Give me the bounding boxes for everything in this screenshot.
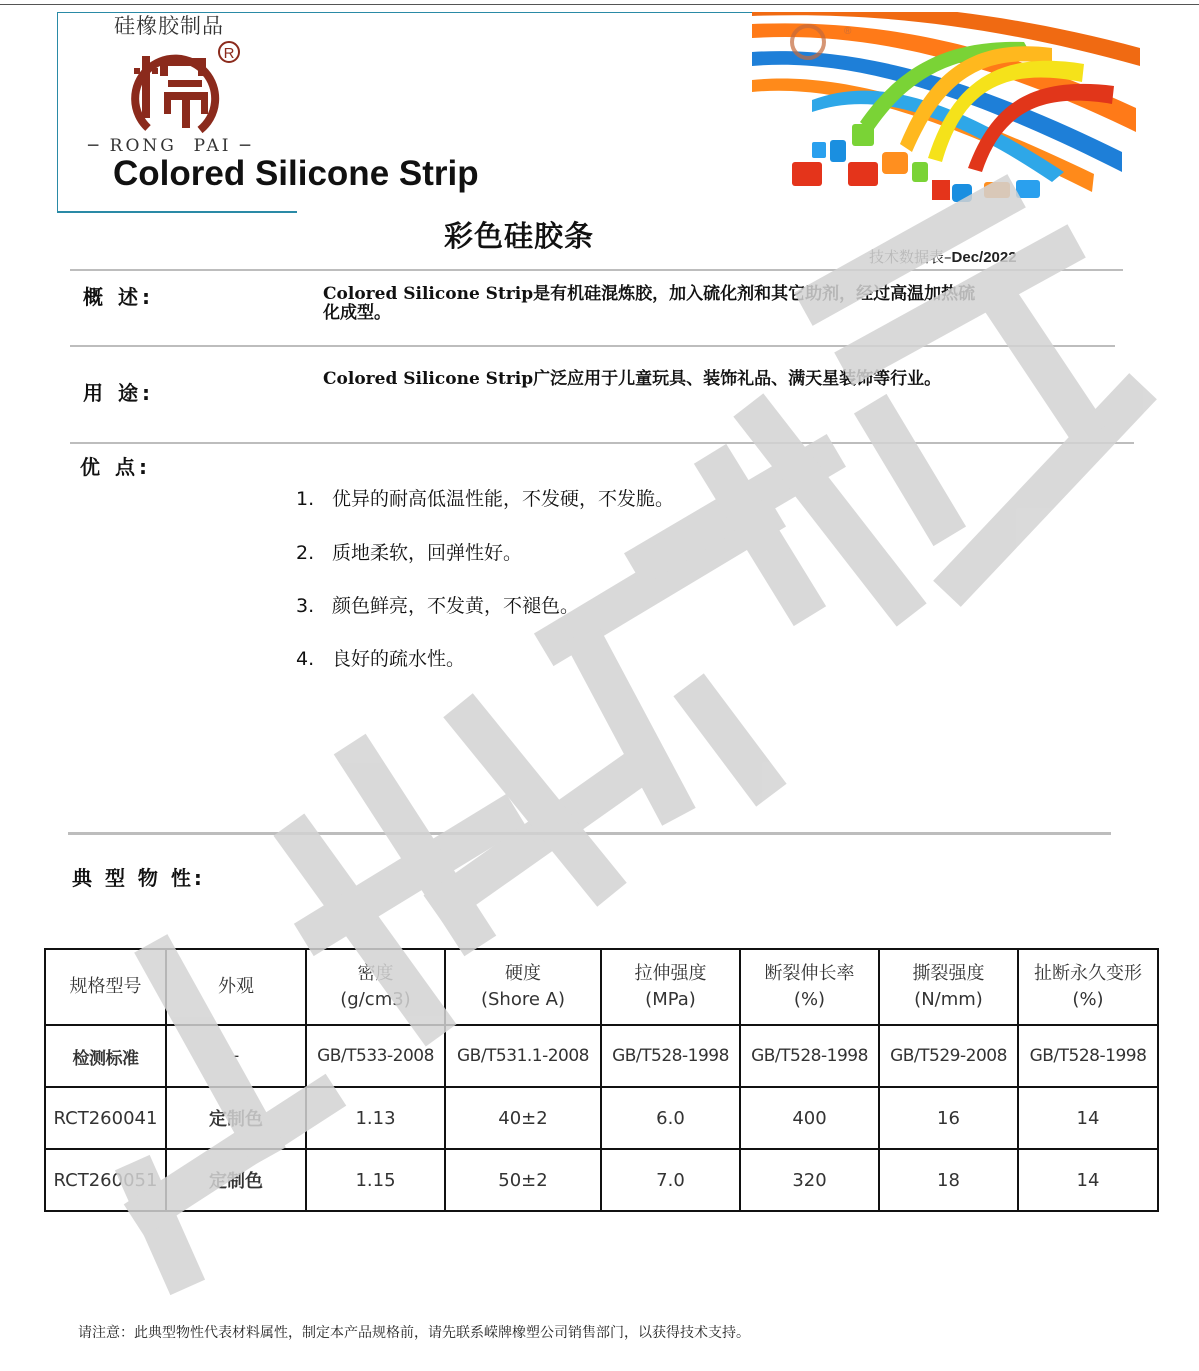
header-cell xyxy=(445,949,601,1025)
table-standards-row xyxy=(45,1025,1158,1087)
overview-line-1: Colored Silicone Strip是有机硅混炼胶，加入硫化剂和其它助剂，经过高温加热硫 xyxy=(323,284,976,304)
table-cell: GB/T533-2008 xyxy=(306,1025,445,1087)
header-label: 密度 xyxy=(357,963,394,984)
advantage-number: 2. xyxy=(296,542,315,564)
header-cell xyxy=(740,949,879,1025)
header-cell xyxy=(879,949,1018,1025)
table-cell: 320 xyxy=(740,1149,879,1211)
table-cell: 检测标准 xyxy=(45,1025,166,1087)
table-cell: GB/T531.1-2008 xyxy=(445,1025,601,1087)
header-label: 规格型号 xyxy=(69,976,142,997)
table-cell: RCT260051 xyxy=(45,1149,166,1211)
header-unit: (%) xyxy=(793,989,826,1010)
header-cell xyxy=(306,949,445,1025)
table-header-row xyxy=(45,949,1158,1025)
advantage-item xyxy=(296,484,674,511)
advantage-text: 质地柔软，回弹性好。 xyxy=(332,542,523,564)
header-cell xyxy=(45,949,166,1025)
advantage-item xyxy=(296,538,522,565)
logo-text: ─ RONG PAI ─ xyxy=(88,136,254,156)
product-title: Colored Silicone Strip xyxy=(113,154,479,193)
advantages-label: 优 点: xyxy=(80,455,151,479)
table-cell: 定制色 xyxy=(166,1149,306,1211)
datasheet-date-line xyxy=(869,246,1017,267)
header-unit: (N/mm) xyxy=(914,989,983,1010)
header-label: 拉伸强度 xyxy=(634,963,707,984)
table-cell: 14 xyxy=(1018,1087,1158,1149)
svg-text:®: ® xyxy=(844,26,852,37)
advantage-text: 良好的疏水性。 xyxy=(332,648,466,670)
usage-label: 用 途: xyxy=(83,381,154,405)
header-unit: (%) xyxy=(1072,989,1104,1010)
section-rule xyxy=(70,269,1123,271)
header-unit: (MPa) xyxy=(645,989,696,1010)
rongpai-logo xyxy=(112,38,244,138)
table-cell: - xyxy=(166,1025,306,1087)
table-cell: 400 xyxy=(740,1087,879,1149)
advantage-text: 颜色鲜亮，不发黄，不褪色。 xyxy=(332,595,580,617)
header-label: 扯断永久变形 xyxy=(1034,963,1142,984)
chinese-title: 彩色硅胶条 xyxy=(444,219,595,253)
table-cell: 定制色 xyxy=(166,1087,306,1149)
footnote: 请注意：此典型物性代表材料属性，制定本产品规格前，请先联系嵘牌橡塑公司销售部门，以获得技术支持。 xyxy=(78,1325,750,1341)
table-cell: 6.0 xyxy=(601,1087,740,1149)
section-rule xyxy=(70,345,1115,347)
table-cell: 18 xyxy=(879,1149,1018,1211)
properties-table xyxy=(44,948,1159,1212)
svg-text:R: R xyxy=(223,45,235,62)
header-label: 外观 xyxy=(218,976,254,997)
datasheet-date: Dec/2022 xyxy=(951,249,1017,266)
table-cell: 40±2 xyxy=(445,1087,601,1149)
top-rule xyxy=(0,4,1199,5)
table-cell: 50±2 xyxy=(445,1149,601,1211)
table-cell: 1.13 xyxy=(306,1087,445,1149)
header-cell xyxy=(166,949,306,1025)
header-label: 硬度 xyxy=(505,963,541,984)
silicone-strip-photo xyxy=(752,12,1140,246)
table-cell: GB/T528-1998 xyxy=(740,1025,879,1087)
header-unit: (Shore A) xyxy=(480,989,565,1010)
advantage-number: 4. xyxy=(296,648,315,670)
header-unit: (g/cm3) xyxy=(340,989,411,1010)
header-label: 撕裂强度 xyxy=(912,963,985,984)
header-label: 断裂伸长率 xyxy=(764,963,855,984)
table-cell: GB/T528-1998 xyxy=(601,1025,740,1087)
advantage-item xyxy=(296,644,465,671)
section-rule xyxy=(70,442,1134,444)
usage-text: Colored Silicone Strip广泛应用于儿童玩具、装饰礼品、满天星装饰等行业。 xyxy=(323,369,942,389)
header-frame-underline xyxy=(57,211,297,213)
registered-mark xyxy=(219,42,239,62)
advantage-number: 3. xyxy=(296,595,315,617)
table-row xyxy=(45,1149,1158,1211)
header-cell xyxy=(1018,949,1158,1025)
properties-label: 典 型 物 性: xyxy=(72,866,205,890)
table-cell: 1.15 xyxy=(306,1149,445,1211)
table-cell: 14 xyxy=(1018,1149,1158,1211)
datasheet-label: 技术数据表– xyxy=(869,248,952,266)
table-cell: 7.0 xyxy=(601,1149,740,1211)
header-cell xyxy=(601,949,740,1025)
table-cell: 16 xyxy=(879,1087,1018,1149)
overview-label: 概 述: xyxy=(83,285,154,309)
table-cell: GB/T528-1998 xyxy=(1018,1025,1158,1087)
overview-line-2: 化成型。 xyxy=(323,303,391,323)
table-cell: RCT260041 xyxy=(45,1087,166,1149)
table-cell: GB/T529-2008 xyxy=(879,1025,1018,1087)
advantage-item xyxy=(296,591,579,618)
table-row xyxy=(45,1087,1158,1149)
advantage-text: 优异的耐高低温性能，不发硬，不发脆。 xyxy=(332,488,675,510)
section-rule xyxy=(68,832,1111,835)
advantage-number: 1. xyxy=(296,488,315,510)
brand-category: 硅橡胶制品 xyxy=(114,14,224,38)
